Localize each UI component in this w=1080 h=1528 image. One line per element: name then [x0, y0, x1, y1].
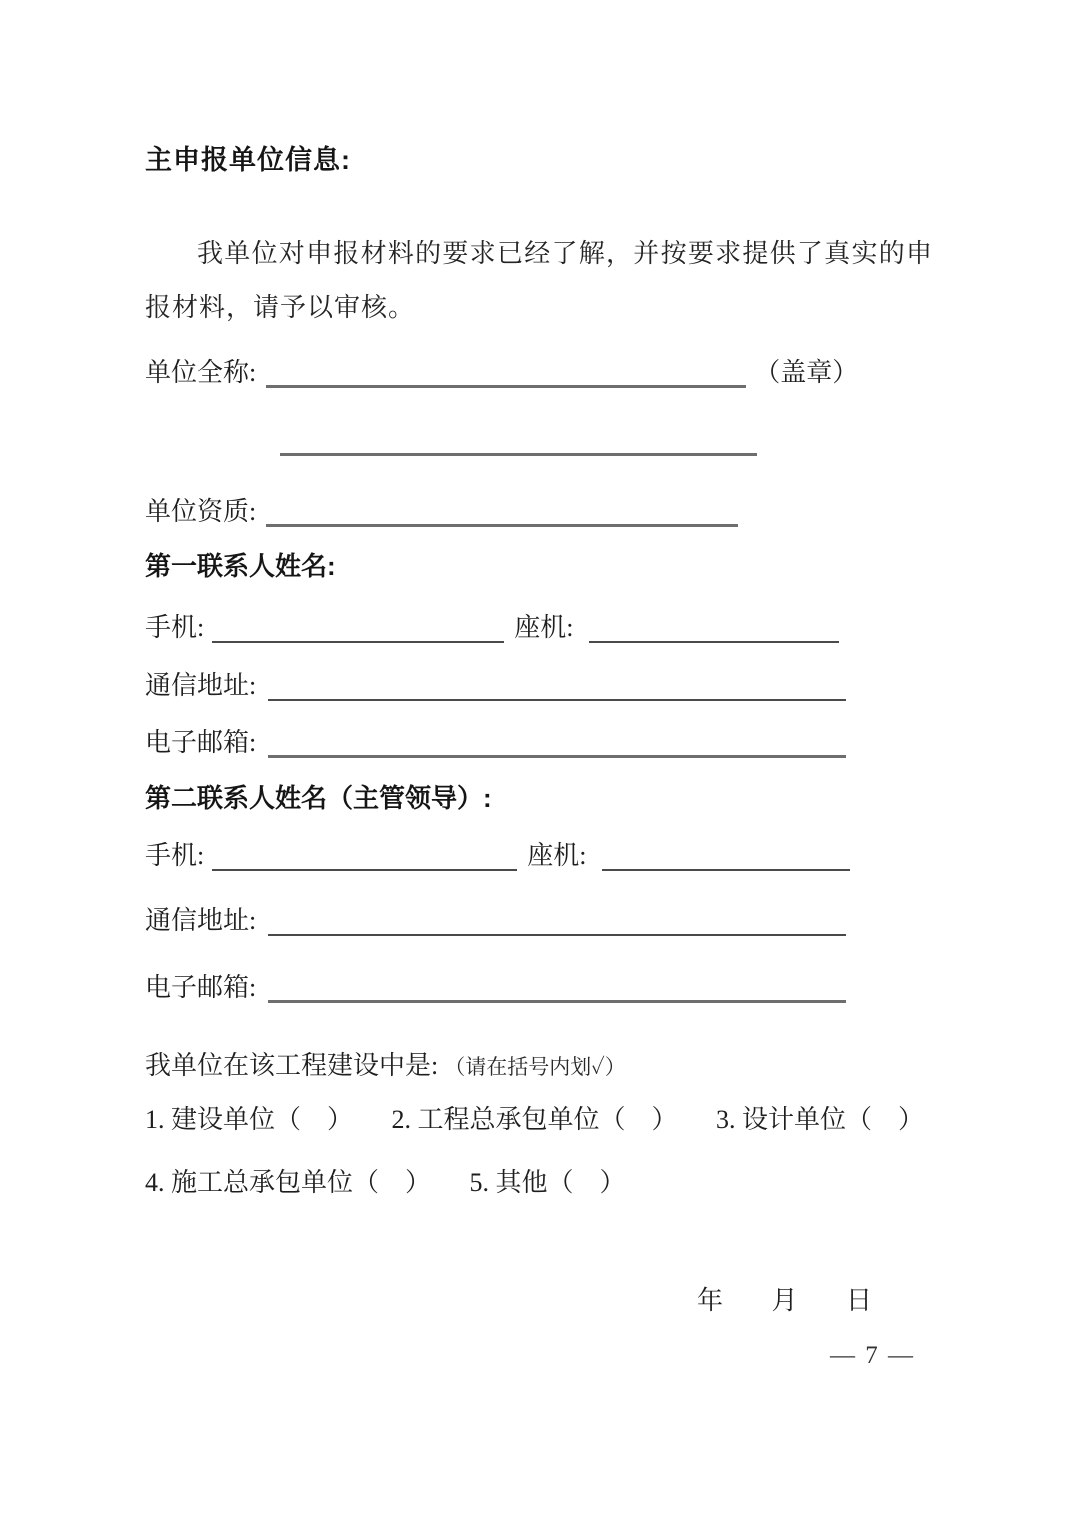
- unit-qualification-row: [145, 494, 738, 530]
- page-number: — 7 —: [830, 1342, 915, 1369]
- role-question-row: [145, 1048, 626, 1085]
- role-question: 我单位在该工程建设中是:: [145, 1051, 439, 1080]
- primary-mobile-label: 手机:: [145, 613, 205, 642]
- primary-landline-label: 座机:: [514, 613, 574, 642]
- primary-mobile-line[interactable]: [212, 621, 504, 643]
- role-options-row-1: [145, 1102, 924, 1138]
- secondary-landline-label: 座机:: [527, 841, 587, 870]
- page-title: 主申报单位信息:: [145, 145, 351, 175]
- primary-address-line[interactable]: [268, 679, 846, 701]
- unit-qualification-label: 单位资质:: [145, 497, 257, 526]
- date-row: [697, 1283, 872, 1319]
- secondary-address-line[interactable]: [268, 914, 846, 936]
- primary-email-label: 电子邮箱:: [145, 728, 257, 757]
- date-year-label: 年: [697, 1286, 724, 1315]
- primary-landline-line[interactable]: [589, 621, 839, 643]
- unit-qualification-line[interactable]: [266, 504, 738, 527]
- secondary-landline-line[interactable]: [602, 849, 850, 871]
- primary-contact-heading: 第一联系人姓名:: [145, 551, 336, 581]
- primary-phone-row: [145, 610, 839, 646]
- secondary-email-row: [145, 970, 846, 1006]
- option-epc-unit[interactable]: 2. 工程总承包单位（ ）: [391, 1105, 678, 1134]
- declaration-paragraph: 我单位对申报材料的要求已经了解，并按要求提供了真实的申报材料，请予以审核。: [145, 239, 933, 322]
- unit-name-line[interactable]: [266, 365, 746, 388]
- secondary-address-label: 通信地址:: [145, 906, 257, 935]
- option-general-contractor[interactable]: 4. 施工总承包单位（ ）: [145, 1168, 432, 1197]
- unit-name-line-continuation[interactable]: [280, 421, 757, 456]
- unit-name-row: [145, 355, 858, 391]
- primary-email-row: [145, 725, 846, 761]
- seal-note: （盖章）: [754, 358, 859, 387]
- secondary-email-label: 电子邮箱:: [145, 973, 257, 1002]
- primary-email-line[interactable]: [268, 735, 846, 758]
- secondary-address-row: [145, 903, 846, 939]
- role-options-row-2: [145, 1165, 626, 1201]
- option-design-unit[interactable]: 3. 设计单位（ ）: [716, 1105, 925, 1134]
- option-other[interactable]: 5. 其他（ ）: [469, 1168, 626, 1197]
- unit-name-label: 单位全称:: [145, 358, 257, 387]
- option-construction-unit[interactable]: 1. 建设单位（ ）: [145, 1105, 354, 1134]
- primary-address-label: 通信地址:: [145, 671, 257, 700]
- date-month-label: 月: [771, 1286, 798, 1315]
- primary-address-row: [145, 668, 846, 704]
- secondary-mobile-label: 手机:: [145, 841, 205, 870]
- secondary-mobile-line[interactable]: [212, 849, 517, 871]
- secondary-email-line[interactable]: [268, 980, 846, 1003]
- date-day-label: 日: [846, 1286, 873, 1315]
- role-note: （请在括号内划✓）: [444, 1055, 626, 1079]
- secondary-contact-heading: 第二联系人姓名（主管领导）:: [145, 783, 492, 813]
- secondary-phone-row: [145, 838, 850, 874]
